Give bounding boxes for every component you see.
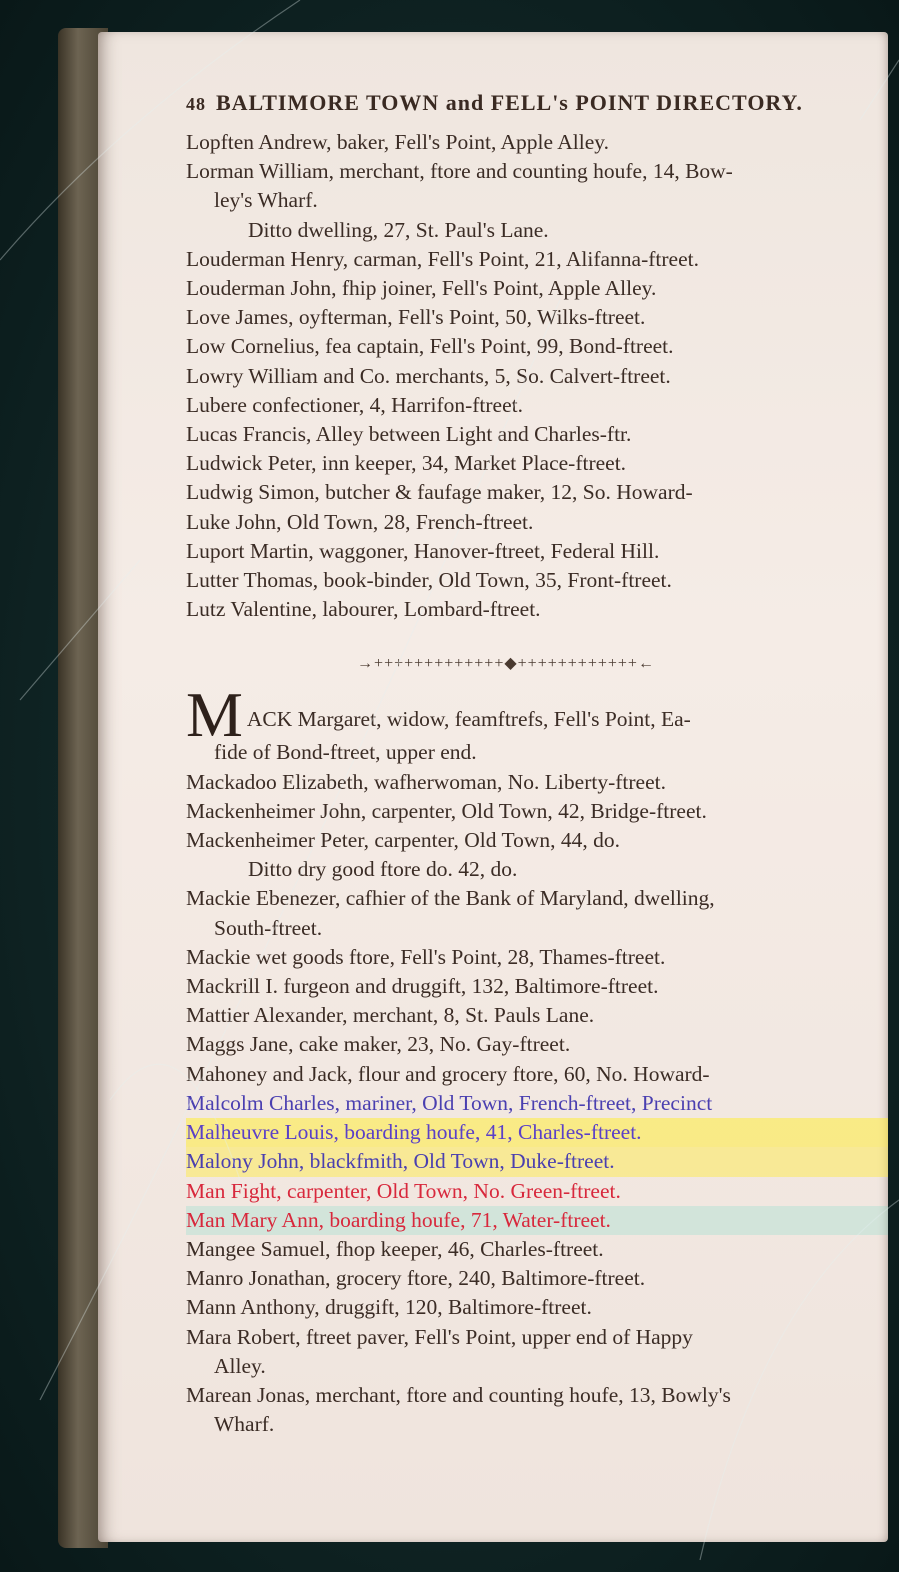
directory-entry: Mackrill I. furgeon and druggift, 132, Baltimore-ftreet.: [186, 974, 659, 999]
directory-entry: Mangee Samuel, fhop keeper, 46, Charles-ftreet.: [186, 1236, 604, 1261]
directory-entry: Lutz Valentine, labourer, Lombard-ftreet.: [186, 597, 541, 622]
directory-entry: ley's Wharf.: [214, 188, 318, 213]
directory-page: [98, 32, 888, 1542]
directory-entry: Manro Jonathan, grocery ftore, 240, Baltimore-ftreet.: [186, 1266, 646, 1291]
directory-entry: Mann Anthony, druggift, 120, Baltimore-ftreet.: [186, 1295, 592, 1320]
page-content: [186, 90, 888, 1439]
directory-entry: Lutter Thomas, book-binder, Old Town, 35, Front-ftreet.: [186, 568, 672, 593]
directory-entry: Lucas Francis, Alley between Light and Charles-ftr.: [186, 422, 632, 447]
directory-entry: Maggs Jane, cake maker, 23, No. Gay-ftreet.: [186, 1032, 571, 1057]
directory-entry: Lopften Andrew, baker, Fell's Point, Apple Alley.: [186, 130, 609, 154]
directory-entry: Mackadoo Elizabeth, wafherwoman, No. Liberty-ftreet.: [186, 769, 666, 794]
directory-entry: Luport Martin, waggoner, Hanover-ftreet, Federal Hill.: [186, 538, 660, 563]
directory-entry: Mackie wet goods ftore, Fell's Point, 28, Thames-ftreet.: [186, 944, 666, 969]
directory-entry: Mackenheimer Peter, carpenter, Old Town, 44, do.: [186, 828, 620, 853]
drop-cap-letter: M: [186, 679, 243, 751]
section-divider: →+++++++++++++◆++++++++++++←: [357, 655, 655, 673]
page-number: 48: [186, 94, 206, 114]
directory-entry: Malony John, blackfmith, Old Town, Duke-ftreet.: [186, 1147, 888, 1176]
directory-entry: Louderman Henry, carman, Fell's Point, 21, Alifanna-ftreet.: [186, 246, 699, 271]
entries-top: [186, 128, 888, 624]
directory-entry: Ludwig Simon, butcher & faufage maker, 12, So. Howard-: [186, 480, 693, 505]
section-m: [186, 679, 888, 1439]
directory-entry: Malheuvre Louis, boarding houfe, 41, Charles-ftreet.: [186, 1118, 888, 1147]
directory-entry: Luke John, Old Town, 28, French-ftreet.: [186, 509, 534, 534]
directory-entry: Mackie Ebenezer, cafhier of the Bank of Maryland, dwelling,: [186, 886, 715, 911]
directory-entry: Lowry William and Co. merchants, 5, So. Calvert-ftreet.: [186, 363, 671, 388]
directory-entry: Ditto dry good ftore do. 42, do.: [248, 857, 518, 882]
directory-entry: Mackenheimer John, carpenter, Old Town, 42, Bridge-ftreet.: [186, 798, 707, 823]
running-header: [186, 90, 888, 116]
directory-entry: Man Fight, carpenter, Old Town, No. Green-ftreet.: [186, 1178, 621, 1203]
directory-entry: Ludwick Peter, inn keeper, 34, Market Place-ftreet.: [186, 451, 627, 476]
directory-entry: South-ftreet.: [214, 915, 323, 940]
directory-entry: Alley.: [214, 1353, 266, 1378]
directory-entry: Wharf.: [214, 1412, 275, 1437]
entries-bottom: [186, 768, 888, 1440]
drop-cap-entry: [186, 679, 888, 751]
page-title: BALTIMORE TOWN and FELL's POINT DIRECTORY.: [216, 90, 803, 115]
directory-entry: Man Mary Ann, boarding houfe, 71, Water-ftreet.: [186, 1206, 888, 1235]
drop-entry-text: ACK Margaret, widow, feamftrefs, Fell's Point, Ea-: [246, 707, 691, 732]
directory-entry: Mahoney and Jack, flour and grocery ftore, 60, No. Howard-: [186, 1061, 710, 1086]
drop-entry-continuation: fide of Bond-ftreet, upper end.: [214, 740, 477, 765]
directory-entry: Louderman John, fhip joiner, Fell's Point, Apple Alley.: [186, 276, 657, 301]
directory-entry: Mattier Alexander, merchant, 8, St. Pauls Lane.: [186, 1003, 595, 1028]
directory-entry: Lubere confectioner, 4, Harrifon-ftreet.: [186, 392, 523, 417]
directory-entry: Lorman William, merchant, ftore and counting houfe, 14, Bow-: [186, 159, 733, 184]
directory-entry: Low Cornelius, fea captain, Fell's Point, 99, Bond-ftreet.: [186, 334, 674, 359]
directory-entry: Malcolm Charles, mariner, Old Town, French-ftreet, Precinct: [186, 1090, 713, 1115]
directory-entry: Mara Robert, ftreet paver, Fell's Point, upper end of Happy: [186, 1324, 693, 1349]
directory-entry: Ditto dwelling, 27, St. Paul's Lane.: [248, 217, 549, 242]
directory-entry: Marean Jonas, merchant, ftore and counting houfe, 13, Bowly's: [186, 1382, 731, 1407]
directory-entry: Love James, oyfterman, Fell's Point, 50, Wilks-ftreet.: [186, 305, 646, 330]
